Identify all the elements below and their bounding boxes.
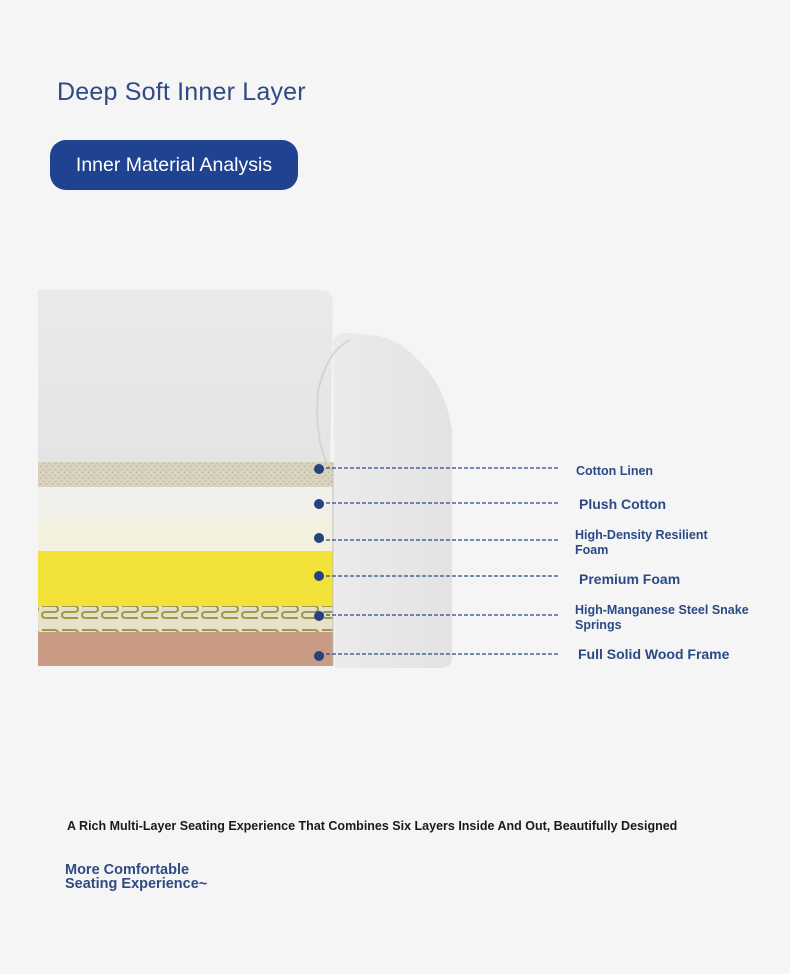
sofa-back xyxy=(38,290,333,470)
comfort-line-1: More Comfortable xyxy=(65,862,190,878)
layer-premium-foam xyxy=(38,551,333,606)
marker-dot xyxy=(314,499,324,509)
layer-resilient-foam xyxy=(38,518,333,551)
layer-snake-springs xyxy=(38,606,333,632)
layer-label-wood-frame: Full Solid Wood Frame xyxy=(578,646,730,662)
layer-label-plush-cotton: Plush Cotton xyxy=(579,496,667,512)
marker-dot xyxy=(314,464,324,474)
marker-dot xyxy=(314,611,324,621)
sofa-armrest xyxy=(333,333,452,668)
tagline: A Rich Multi-Layer Seating Experience That Combines Six Layers Inside And Out, Beautifully Designed xyxy=(67,819,678,833)
layer-wood-frame xyxy=(38,632,333,666)
layer-label-snake-springs: High-Manganese Steel Snake Springs xyxy=(575,603,749,632)
layer-label-premium-foam: Premium Foam xyxy=(579,571,681,587)
material-analysis-badge: Inner Material Analysis xyxy=(50,140,298,190)
marker-dot xyxy=(314,651,324,661)
marker-dot xyxy=(314,571,324,581)
layer-cotton-linen xyxy=(38,462,333,487)
page-title: Deep Soft Inner Layer xyxy=(57,78,306,106)
marker-dot xyxy=(314,533,324,543)
layer-label-cotton-linen: Cotton Linen xyxy=(576,464,654,478)
comfort-line-2: Seating Experience~ xyxy=(65,876,208,892)
layer-label-resilient-foam: High-Density Resilient Foam xyxy=(575,528,708,557)
comfort-caption xyxy=(65,863,207,891)
layer-plush-cotton xyxy=(38,487,333,518)
